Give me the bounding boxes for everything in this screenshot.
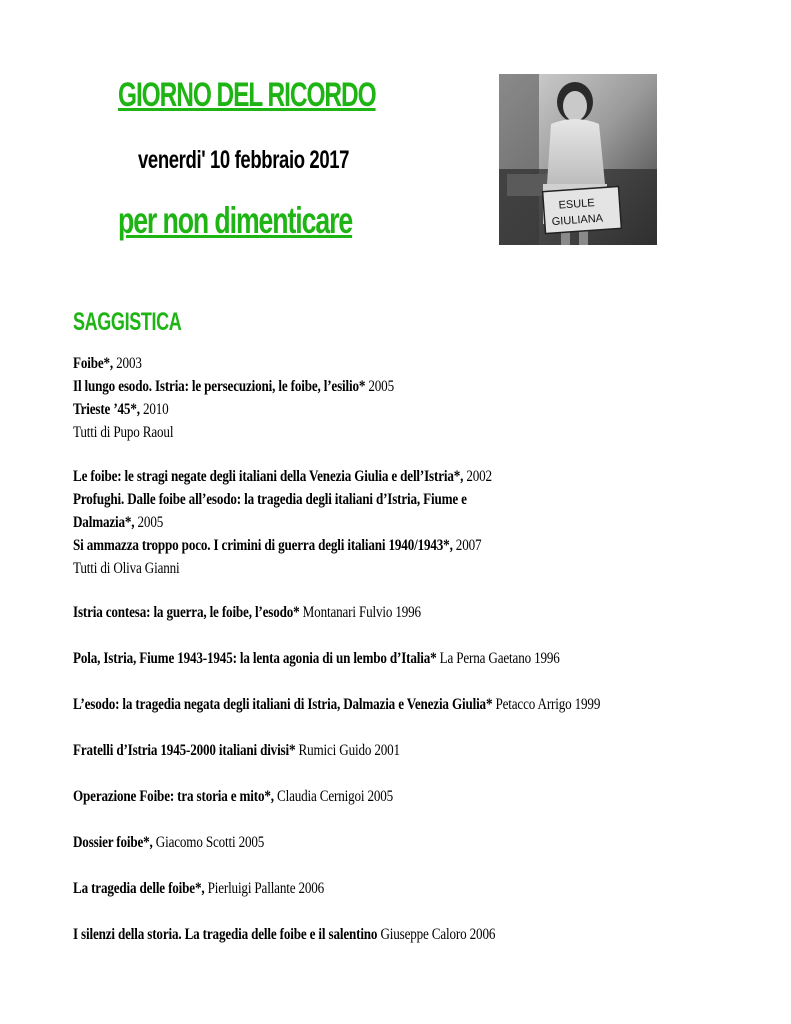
bibliography-group: [73, 831, 773, 854]
sign-text-line1: ESULE: [558, 197, 596, 212]
section-heading: SAGGISTICA: [73, 308, 182, 336]
sign-text-line2: GIULIANA: [551, 212, 604, 229]
bibliography-group: [73, 923, 773, 946]
bibliography-group: [73, 739, 773, 762]
bibliography-line: Fratelli d’Istria 1945-2000 italiani divisi* Rumici Guido 2001: [73, 742, 400, 759]
event-date: venerdi' 10 febbraio 2017: [138, 146, 350, 174]
bibliography-group: [73, 647, 773, 670]
author-note: Tutti di Pupo Raoul: [73, 424, 174, 441]
bibliography-line: Profughi. Dalle foibe all’esodo: la tragedia degli italiani d’Istria, Fiume e: [73, 491, 467, 508]
bibliography-group: [73, 601, 773, 624]
bibliography-list: [73, 352, 773, 946]
bibliography-group: [73, 693, 773, 716]
bibliography-group: [73, 877, 773, 900]
bibliography-line: Operazione Foibe: tra storia e mito*, Claudia Cernigoi 2005: [73, 788, 394, 805]
motto-heading: per non dimenticare: [118, 200, 353, 241]
bibliography-line: Foibe*, 2003: [73, 355, 142, 372]
bibliography-line: I silenzi della storia. La tragedia delle foibe e il salentino Giuseppe Caloro 2006: [73, 926, 496, 943]
bibliography-line: Si ammazza troppo poco. I crimini di guerra degli italiani 1940/1943*, 2007: [73, 537, 482, 554]
author-note: Tutti di Oliva Gianni: [73, 560, 180, 577]
bibliography-line: L’esodo: la tragedia negata degli italiani di Istria, Dalmazia e Venezia Giulia* Petacco Arrigo 1999: [73, 696, 601, 713]
bibliography-group: [73, 465, 773, 580]
bibliography-line: Dossier foibe*, Giacomo Scotti 2005: [73, 834, 265, 851]
page-title: GIORNO DEL RICORDO: [118, 76, 376, 114]
exile-girl-photo: [499, 74, 657, 245]
bibliography-line: Dalmazia*, 2005: [73, 514, 164, 531]
bibliography-line: Istria contesa: la guerra, le foibe, l’esodo* Montanari Fulvio 1996: [73, 604, 421, 621]
bibliography-group: [73, 352, 773, 444]
bibliography-line: Pola, Istria, Fiume 1943-1945: la lenta agonia di un lembo d’Italia* La Perna Gaetano 1996: [73, 650, 560, 667]
bibliography-line: Il lungo esodo. Istria: le persecuzioni, le foibe, l’esilio* 2005: [73, 378, 394, 395]
bibliography-line: La tragedia delle foibe*, Pierluigi Pallante 2006: [73, 880, 325, 897]
bibliography-line: Le foibe: le stragi negate degli italiani della Venezia Giulia e dell’Istria*, 2002: [73, 468, 492, 485]
bibliography-group: [73, 785, 773, 808]
bibliography-line: Trieste ’45*, 2010: [73, 401, 169, 418]
